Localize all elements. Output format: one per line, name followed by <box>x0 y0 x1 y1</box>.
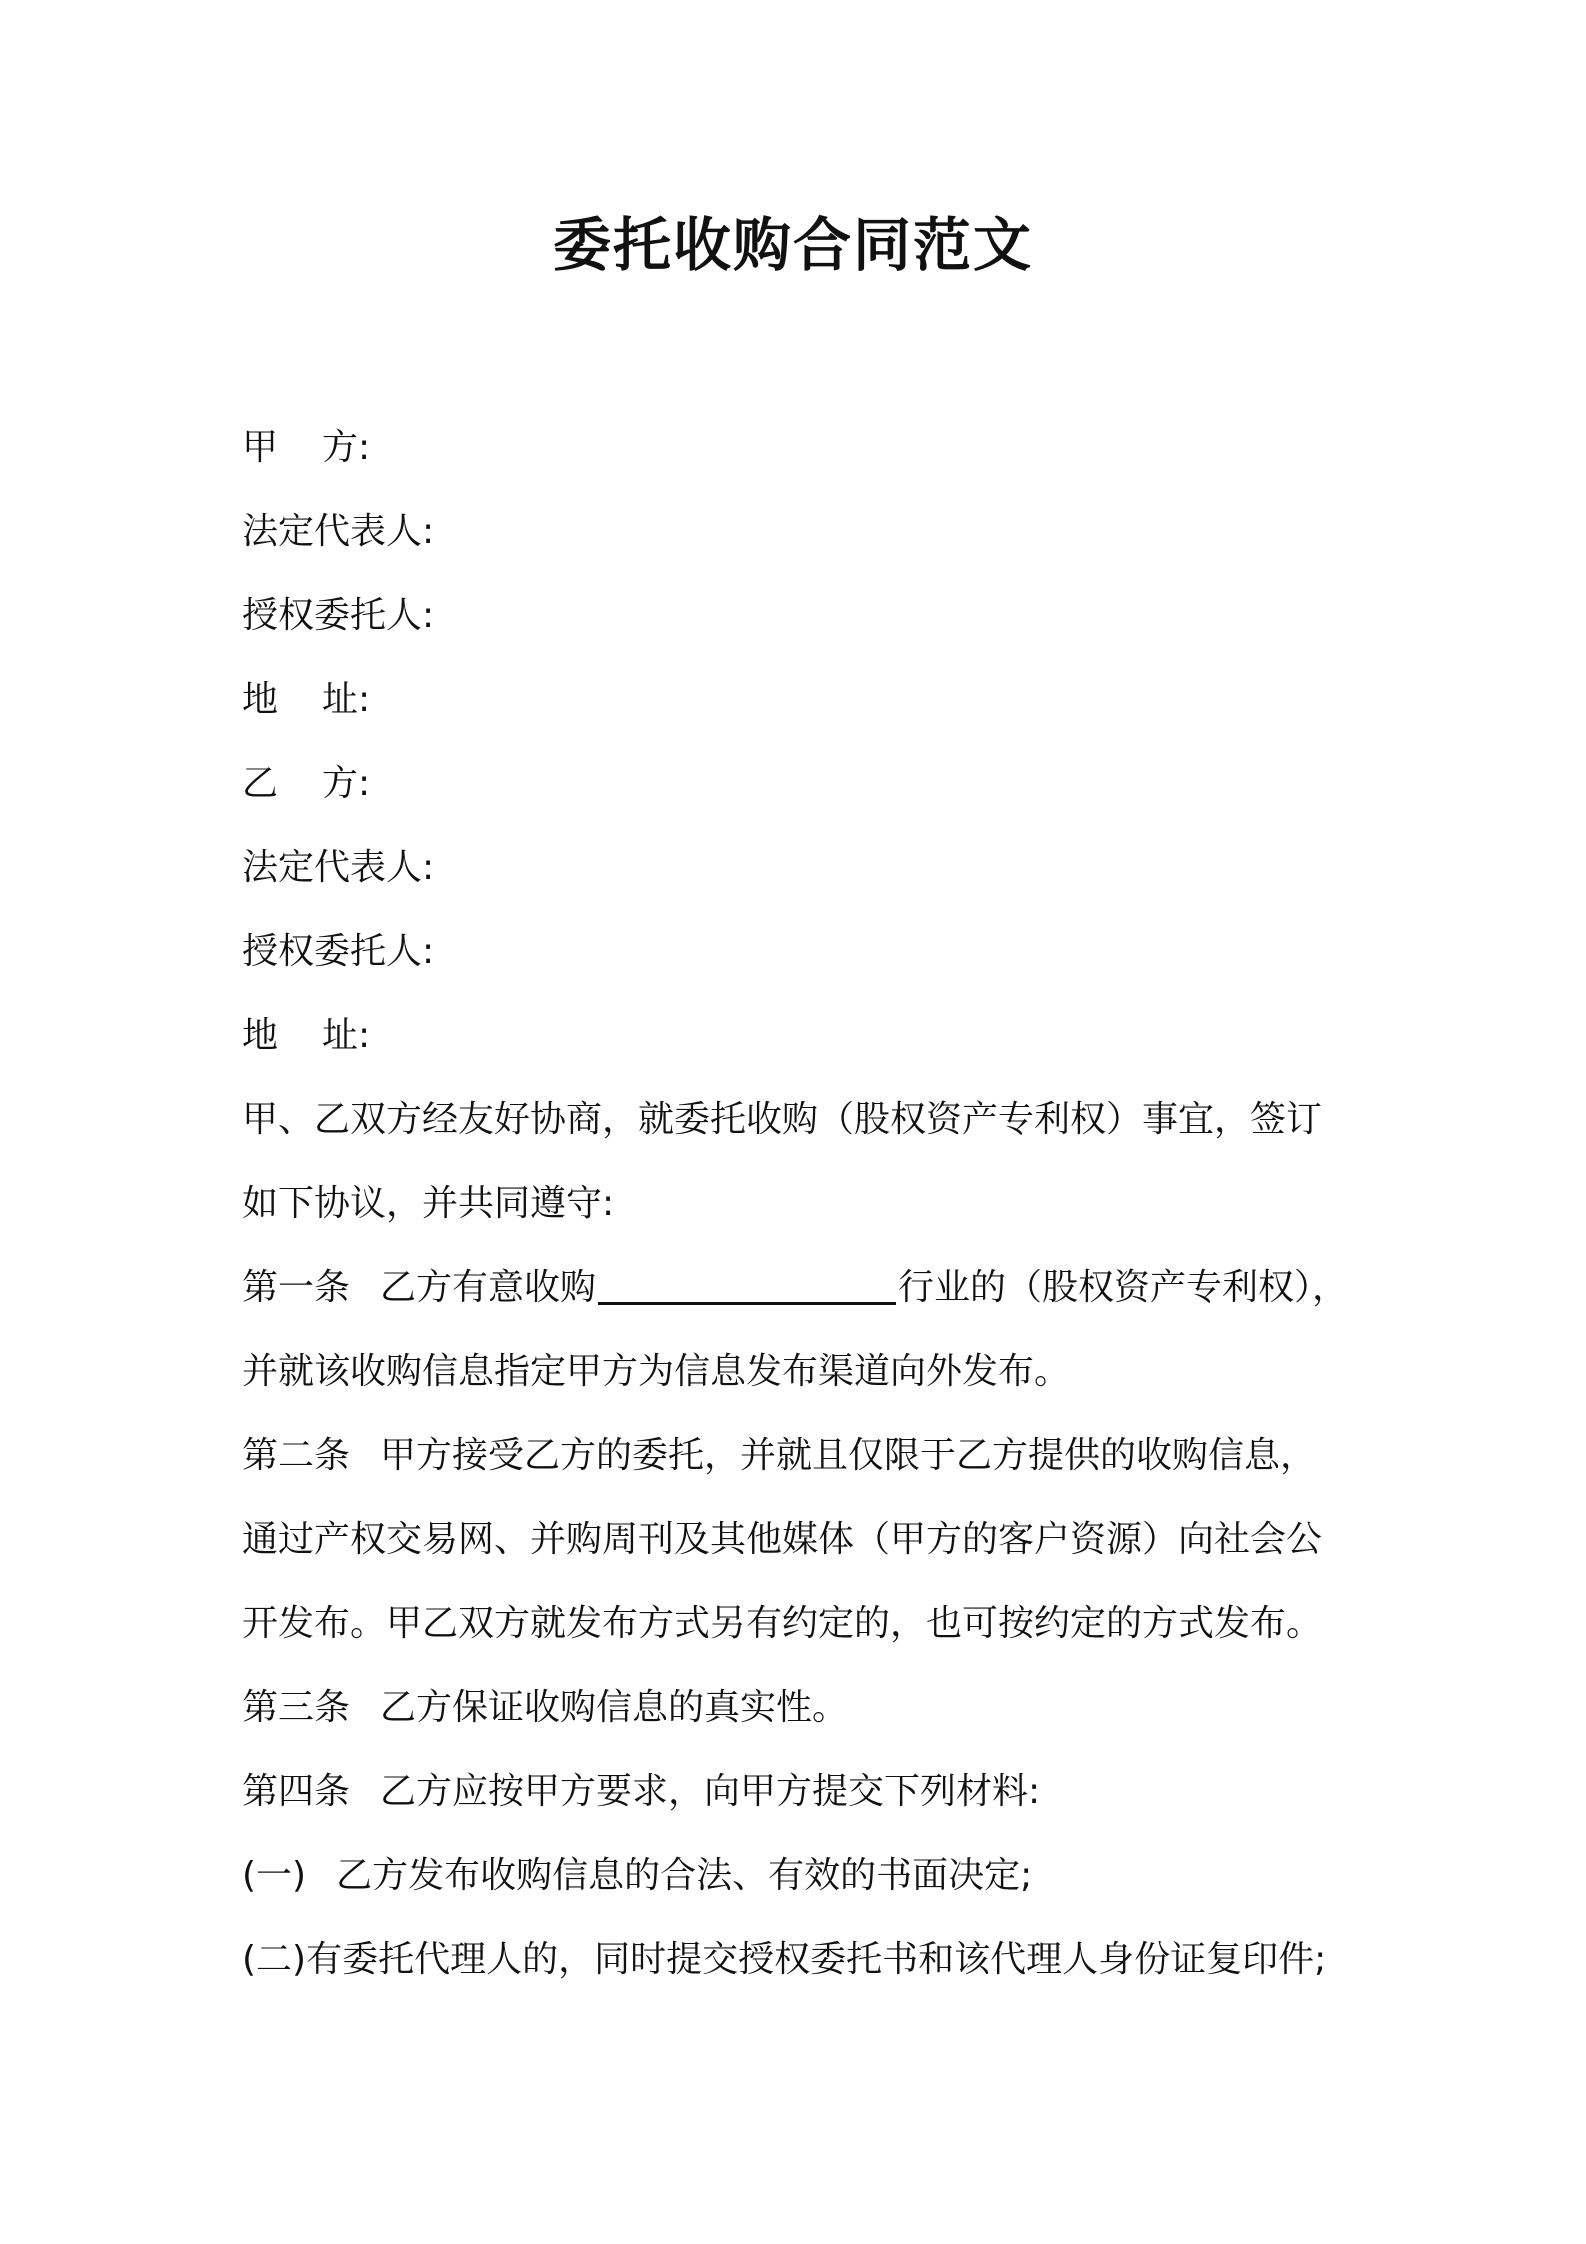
article-2-text-1: 甲方接受乙方的委托，并就且仅限于乙方提供的收购信息， <box>380 1435 1317 1476</box>
article-4-item-1-label: (一) <box>242 1855 307 1896</box>
article-2-line-3: 开发布。甲乙双方就发布方式另有约定的，也可按约定的方式发布。 <box>242 1603 1323 1644</box>
party-b-address-line <box>242 994 1372 1078</box>
party-b-address-char1: 地 <box>242 1015 279 1056</box>
party-a-address-line <box>242 658 1372 742</box>
article-2-line-2: 通过产权交易网、并购周刊及其他媒体（甲方的客户资源）向社会公 <box>242 1519 1323 1560</box>
party-b-address-char2: 址: <box>322 1015 371 1056</box>
article-1-line-1 <box>242 1246 1372 1330</box>
article-4-item-1-text: 乙方发布收购信息的合法、有效的书面决定; <box>336 1855 1033 1896</box>
intro-line-1: 甲、乙双方经友好协商，就委托收购（股权资产专利权）事宜，签订 <box>242 1099 1323 1140</box>
article-4-line <box>242 1750 1372 1834</box>
article-3-line <box>242 1666 1372 1750</box>
party-b-label-char1: 乙 <box>242 763 279 804</box>
party-a-label-char2: 方: <box>322 427 371 468</box>
party-b-line <box>242 742 1372 826</box>
article-2-label: 第二条 <box>242 1435 351 1476</box>
article-1-label: 第一条 <box>242 1267 351 1308</box>
article-3-text: 乙方保证收购信息的真实性。 <box>380 1687 849 1728</box>
article-4-item-1 <box>242 1834 1372 1918</box>
article-2-line-1 <box>242 1414 1372 1498</box>
article-1-text-after: 行业的（股权资产专利权）， <box>898 1267 1349 1308</box>
intro-line-2: 如下协议，并共同遵守: <box>242 1183 615 1224</box>
party-a-line <box>242 406 1372 490</box>
party-b-legal-rep: 法定代表人: <box>242 847 435 888</box>
article-4-item-2: (二)有委托代理人的，同时提交授权委托书和该代理人身份证复印件; <box>242 1939 1327 1980</box>
document-title: 委托收购合同范文 <box>552 211 1033 279</box>
article-1-text-before: 乙方有意收购 <box>380 1267 597 1308</box>
document-body <box>242 406 1372 2002</box>
article-4-label: 第四条 <box>242 1771 351 1812</box>
party-b-authorized-agent: 授权委托人: <box>242 931 435 972</box>
article-1-line-2: 并就该收购信息指定甲方为信息发布渠道向外发布。 <box>242 1351 1071 1392</box>
industry-blank-field[interactable] <box>598 1266 896 1305</box>
party-a-address-char1: 地 <box>242 679 279 720</box>
article-4-text: 乙方应按甲方要求，向甲方提交下列材料: <box>380 1771 1041 1812</box>
article-3-label: 第三条 <box>242 1687 351 1728</box>
party-a-authorized-agent: 授权委托人: <box>242 595 435 636</box>
party-b-label-char2: 方: <box>322 763 371 804</box>
party-a-legal-rep: 法定代表人: <box>242 511 435 552</box>
party-a-label-char1: 甲 <box>242 427 279 468</box>
party-a-address-char2: 址: <box>322 679 371 720</box>
